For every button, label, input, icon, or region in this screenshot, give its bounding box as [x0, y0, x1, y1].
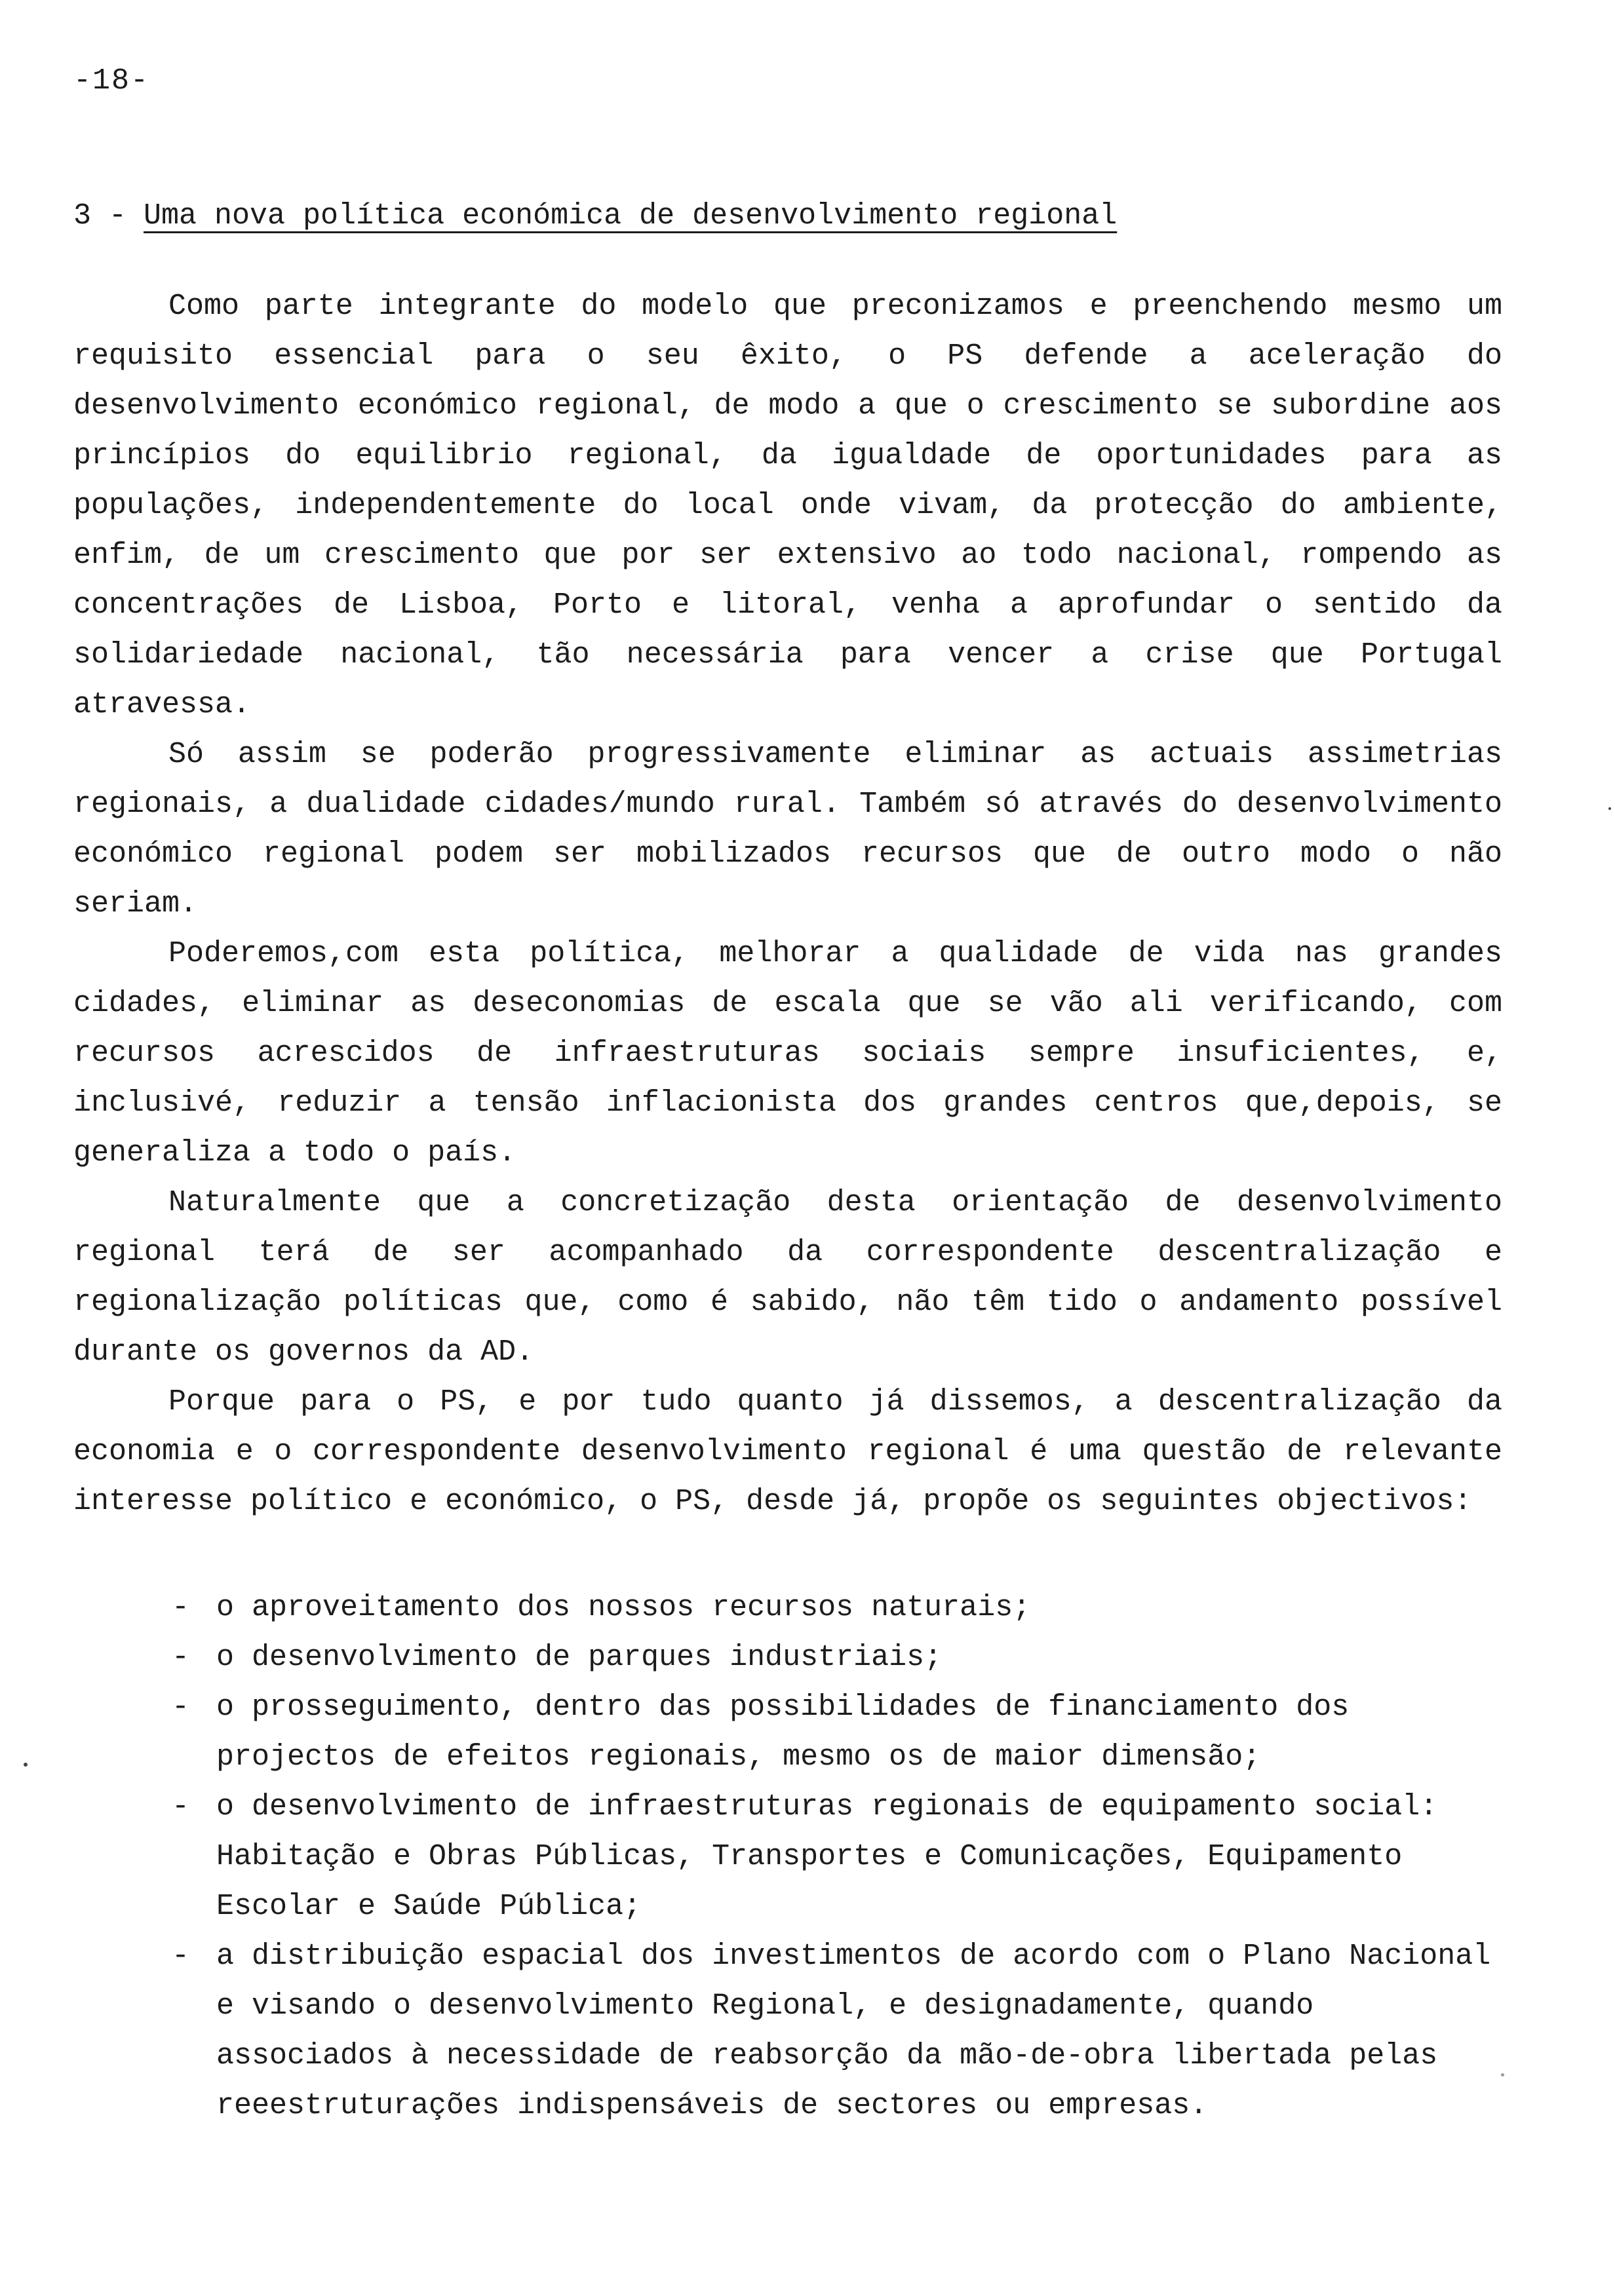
paragraph: Como parte integrante do modelo que preconizamos e preenchendo mesmo um requisito essencial para o seu êxito, o PS defende a aceleração do desenvolvimento económico regional, de modo a que o crescimento se subordine aos princípios do equilibrio regional, da igualdade de oportunidades para as populações, independentemente do local onde vivam, da protecção do ambiente, enfim, de um crescimento que por ser extensivo ao todo nacional, rompendo as concentrações de Lisboa, Porto e litoral, venha a aprofundar o sentido da solidariedade nacional, tão necessária para vencer a crise que Portugal atravessa. — [73, 290, 1502, 721]
list-dash: - — [172, 1591, 190, 1624]
paragraph: Naturalmente que a concretização desta orientação de desenvolvimento regional terá de ser acompanhado da correspondente descentralização e regionalização políticas que, como é sabido, não têm tido o andamento possível durante os governos da AD. — [73, 1186, 1502, 1369]
list-item — [172, 1932, 1502, 2131]
list-dash: - — [172, 1790, 190, 1824]
list-item — [172, 1633, 1502, 1683]
list-item-text: o aproveitamento dos nossos recursos naturais; — [216, 1591, 1031, 1624]
list-item — [172, 1583, 1502, 1633]
section-title: Uma nova política económica de desenvolvimento regional — [144, 199, 1118, 233]
list-dash: - — [172, 1691, 190, 1724]
list-item-text: a distribuição espacial dos investimentos de acordo com o Plano Nacional e visando o desenvolvimento Regional, e designadamente, quando associados à necessidade de reabsorção da mão-de-obra libertada pelas reeestruturações indispensáveis de sectores ou empresas. — [216, 1940, 1491, 2122]
section-heading — [73, 199, 1117, 233]
list-dash: - — [172, 1641, 190, 1674]
objectives-list — [172, 1583, 1502, 2131]
list-item-text: o desenvolvimento de infraestruturas regionais de equipamento social: Habitação e Obras Públicas, Transportes e Comunicações, Equipamento Escolar e Saúde Pública; — [216, 1790, 1438, 1923]
body-text — [73, 282, 1502, 1527]
page-number: -18- — [73, 64, 150, 98]
paragraph: Porque para o PS, e por tudo quanto já dissemos, a descentralização da economia e o correspondente desenvolvimento regional é uma questão de relevante interesse político e económico, o PS, desde já, propõe os seguintes objectivos: — [73, 1385, 1502, 1518]
paragraph: Poderemos,com esta política, melhorar a qualidade de vida nas grandes cidades, eliminar as deseconomias de escala que se vão ali verificando, com recursos acrescidos de infraestruturas sociais sempre insuficientes, e, inclusivé, reduzir a tensão inflacionista dos grandes centros que,depois, se generaliza a todo o país. — [73, 937, 1502, 1170]
list-item-text: o desenvolvimento de parques industriais; — [216, 1641, 943, 1674]
list-dash: - — [172, 1940, 190, 1973]
paragraph: Só assim se poderão progressivamente eliminar as actuais assimetrias regionais, a dualidade cidades/mundo rural. Também só através do desenvolvimento económico regional podem ser mobilizados recursos que de outro modo o não seriam. — [73, 738, 1502, 921]
section-number: 3 - — [73, 199, 127, 233]
list-item-text: o prosseguimento, dentro das possibilidades de financiamento dos projectos de efeitos regionais, mesmo os de maior dimensão; — [216, 1691, 1350, 1774]
scan-speck — [1608, 807, 1611, 810]
scan-speck — [24, 1763, 28, 1767]
scan-speck — [1501, 2073, 1504, 2076]
list-item — [172, 1782, 1502, 1932]
list-item — [172, 1683, 1502, 1782]
